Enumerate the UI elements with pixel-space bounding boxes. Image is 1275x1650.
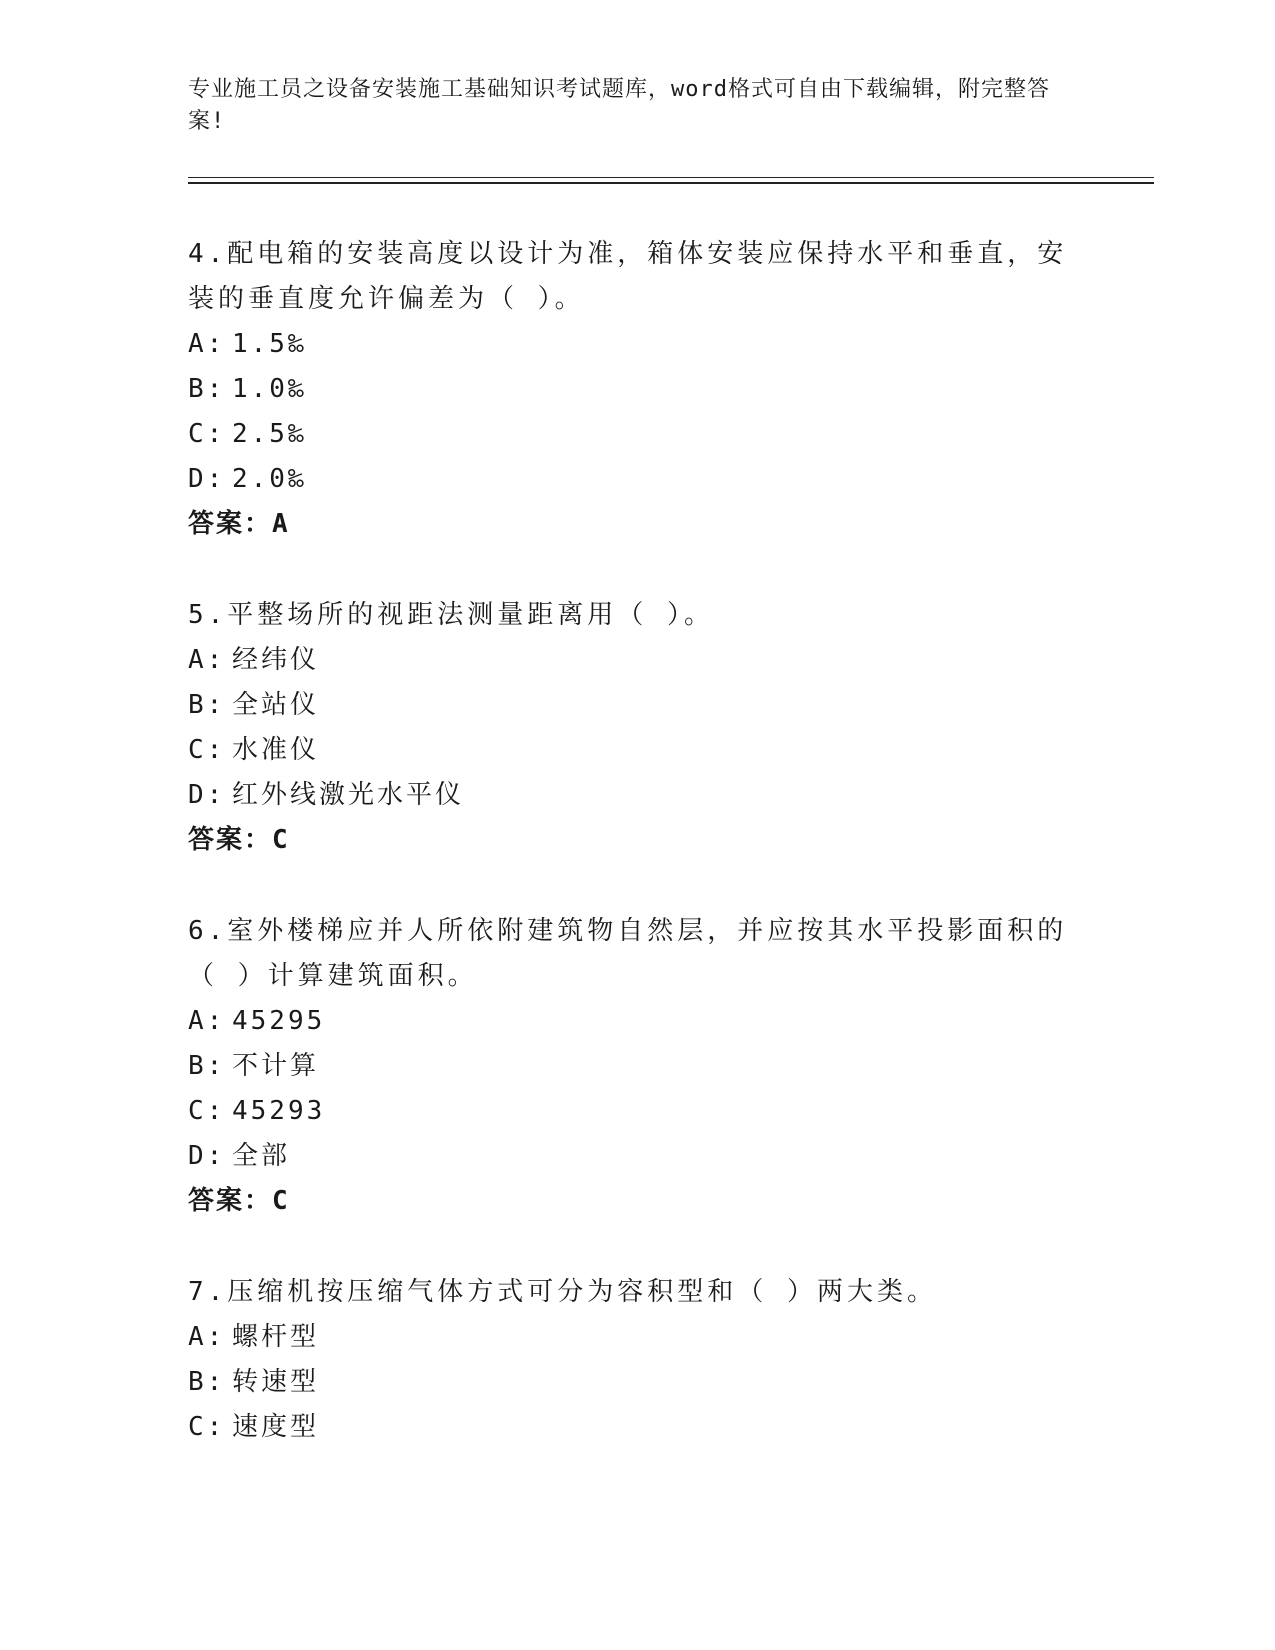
question-stem: 4.配电箱的安装高度以设计为准，箱体安装应保持水平和垂直，安装的垂直度允许偏差为（ ）。 [188, 239, 1068, 314]
option-c [188, 1089, 1068, 1134]
option-text: 1.0‰ [232, 374, 307, 404]
question-stem: 6.室外楼梯应并人所依附建筑物自然层，并应按其水平投影面积的（ ）计算建筑面积。 [188, 916, 1068, 991]
option-d [188, 773, 1068, 818]
option-key: D: [188, 1141, 226, 1171]
option-text: 45293 [232, 1096, 326, 1126]
document-header: 专业施工员之设备安装施工基础知识考试题库，word格式可自由下载编辑，附完整答案! [188, 77, 1050, 134]
option-key: C: [188, 419, 226, 449]
option-c [188, 412, 1068, 457]
option-key: D: [188, 464, 226, 494]
option-key: B: [188, 690, 226, 720]
option-d [188, 457, 1068, 502]
option-a [188, 1315, 1068, 1360]
option-text: 45295 [232, 1006, 326, 1036]
option-c [188, 1405, 1068, 1450]
option-text: 经纬仪 [232, 645, 320, 675]
option-b [188, 367, 1068, 412]
option-text: 全部 [232, 1141, 291, 1171]
question-stem: 5.平整场所的视距法测量距离用（ ）。 [188, 600, 714, 630]
header-divider-thick [188, 182, 1154, 184]
option-key: A: [188, 1006, 226, 1036]
option-text: 水准仪 [232, 735, 320, 765]
option-b [188, 683, 1068, 728]
question-stem: 7.压缩机按压缩气体方式可分为容积型和（ ）两大类。 [188, 1277, 937, 1307]
option-key: C: [188, 735, 226, 765]
option-c [188, 728, 1068, 773]
option-key: B: [188, 1051, 226, 1081]
answer-label: 答案：A [188, 509, 290, 539]
option-a [188, 638, 1068, 683]
option-text: 螺杆型 [232, 1322, 320, 1352]
option-key: B: [188, 1367, 226, 1397]
option-key: C: [188, 1096, 226, 1126]
option-key: D: [188, 780, 226, 810]
question-4 [188, 232, 1068, 547]
option-b [188, 1044, 1068, 1089]
option-b [188, 1360, 1068, 1405]
option-key: A: [188, 645, 226, 675]
option-text: 2.0‰ [232, 464, 307, 494]
option-key: A: [188, 1322, 226, 1352]
option-text: 1.5‰ [232, 329, 307, 359]
option-text: 转速型 [232, 1367, 320, 1397]
option-text: 速度型 [232, 1412, 320, 1442]
option-text: 全站仪 [232, 690, 320, 720]
question-6 [188, 909, 1068, 1224]
option-a [188, 322, 1068, 367]
question-7 [188, 1270, 1068, 1450]
question-list [188, 232, 1068, 1496]
header-divider-thin [188, 177, 1154, 178]
question-5 [188, 593, 1068, 863]
answer-label: 答案：C [188, 1186, 290, 1216]
option-text: 不计算 [232, 1051, 320, 1081]
option-key: C: [188, 1412, 226, 1442]
option-a [188, 999, 1068, 1044]
option-key: A: [188, 329, 226, 359]
answer-label: 答案：C [188, 825, 290, 855]
option-text: 红外线激光水平仪 [232, 780, 465, 810]
option-key: B: [188, 374, 226, 404]
option-d [188, 1134, 1068, 1179]
option-text: 2.5‰ [232, 419, 307, 449]
